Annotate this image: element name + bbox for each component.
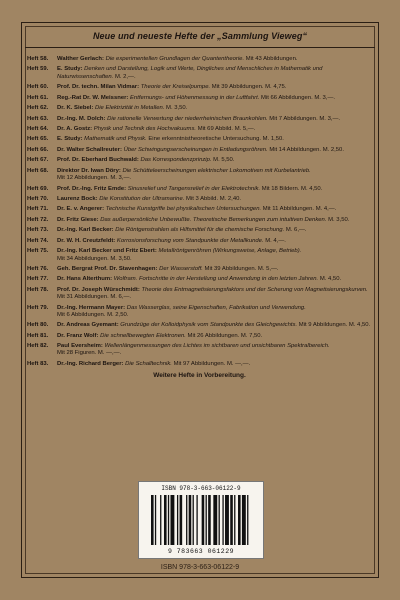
heft-entry	[27, 196, 372, 203]
heft-author: Dr. A. Gostz:	[57, 126, 93, 132]
heft-entry	[27, 126, 372, 133]
heft-author: Reg.-Rat Dr. W. Meissner:	[57, 94, 129, 101]
heft-author: Laurenz Bock:	[57, 196, 98, 202]
heft-description	[57, 105, 372, 112]
heft-price: Mit 6 Abbildungen. M. 2,50.	[57, 311, 129, 318]
barcode-bar	[202, 495, 205, 545]
heft-author: Dr.-Ing. Karl Becker und Fritz Ebert:	[57, 248, 157, 255]
heft-author: Dr. Hans Alterthum:	[57, 276, 113, 283]
heft-number: Heft 74.	[27, 237, 49, 244]
heft-entry	[27, 227, 372, 234]
barcode-bar	[206, 495, 207, 545]
barcode-bar	[177, 495, 178, 545]
barcode-bar	[230, 495, 233, 545]
heft-description	[57, 217, 372, 224]
barcode-bar	[151, 495, 154, 545]
heft-author: Dr.-Ing. Richard Berger:	[57, 360, 124, 367]
heft-author: Geh. Bergrat Prof. Dr. Stavenhagen:	[57, 266, 158, 272]
heft-entry	[27, 147, 372, 154]
heft-number: Heft 67.	[27, 157, 49, 164]
barcode-bar	[186, 495, 187, 545]
heft-price: M. 4,50.	[319, 276, 342, 283]
heft-description	[57, 147, 372, 154]
heft-number: Heft 77.	[27, 276, 49, 283]
barcode-bar	[225, 495, 229, 545]
header-rule	[25, 47, 375, 48]
heft-description	[57, 126, 372, 133]
barcode-bars	[151, 495, 251, 545]
heft-number: Heft 64.	[27, 126, 49, 132]
heft-title: Das Wasserglas, seine Eigenschaften, Fabrikation und Verwendung.	[126, 304, 306, 311]
heft-title: Grundzüge der Kolloidphysik vom Standpunkte des Gleichgewichts.	[120, 322, 298, 329]
heft-title: Die Schalltechnik.	[125, 360, 172, 367]
heft-price: M. 4,—.	[265, 237, 286, 244]
heft-title: Metallröntgenröhren (Wirkungsweise, Anlage, Betrieb).	[158, 248, 302, 255]
heft-description	[57, 196, 372, 203]
heft-entry	[27, 322, 372, 329]
heft-entry	[27, 56, 372, 63]
heft-number: Heft 75.	[27, 248, 49, 255]
heft-price: M. 2,—.	[114, 73, 136, 80]
heft-author: Dr.-Ing. Karl Becker:	[57, 227, 114, 234]
heft-title: Die Elektrizität in Metallen.	[94, 105, 165, 112]
heft-title: Denken und Darstellung, Logik und Werte, Dingliches und Menschliches in Mathematik und Naturwissenschaften.	[57, 66, 323, 80]
heft-price: Mit 3 Abbild. M. 2,40.	[186, 196, 242, 202]
heft-number: Heft 68.	[27, 167, 49, 174]
barcode-bar	[222, 495, 223, 545]
barcode-bar	[168, 495, 169, 545]
barcode-bar	[238, 495, 241, 545]
heft-number: Heft 82.	[27, 343, 49, 350]
heft-author: E. Study:	[57, 66, 83, 73]
heft-number: Heft 73.	[27, 227, 49, 234]
series-header: Neue und neueste Hefte der „Sammlung Vieweg“	[92, 31, 308, 41]
heft-author: E. Study:	[57, 136, 83, 143]
heft-price: Mit 69 Abbild. M. 5,—.	[197, 126, 256, 132]
heft-author: Prof. Dr.-Ing. Fritz Emde:	[57, 185, 127, 192]
heft-description	[57, 248, 372, 262]
heft-price: Mit 43 Abbildungen.	[245, 56, 298, 62]
heft-description	[57, 343, 372, 357]
heft-number: Heft 69.	[27, 185, 49, 192]
heft-entry	[27, 95, 372, 102]
heft-price: Mit 31 Abbildungen. M. 6,—.	[57, 294, 132, 301]
heft-title: Technische Kunstgriffe bei physikalischen Untersuchungen.	[105, 206, 262, 213]
heft-title: Das außerpersönliche Unbewußte. Theoretische Bemerkungen zum intuitiven Denken.	[100, 216, 327, 223]
heft-description	[57, 136, 372, 143]
heft-number: Heft 80.	[27, 322, 49, 329]
heft-description	[57, 276, 372, 283]
heft-entry	[27, 66, 372, 80]
heft-number: Heft 72.	[27, 216, 49, 223]
heft-title: Mathematik und Physik.	[84, 136, 147, 143]
footer-note: Weitere Hefte in Vorbereitung.	[153, 371, 246, 379]
heft-entry	[27, 305, 372, 319]
heft-title: Die rationelle Verwertung der niederrheinischen Braunkohlen.	[107, 115, 268, 122]
heft-author: Dr. E. v. Angerer:	[57, 206, 105, 213]
heft-title: Theorie des Entmagnetisierungsfaktors und der Scherung von Magnetisierungskurven.	[141, 286, 368, 293]
barcode-isbn-label: ISBN 978-3-663-06122-9	[161, 485, 241, 492]
heft-author: Walther Gerlach:	[57, 56, 104, 62]
heft-entry	[27, 217, 372, 224]
heft-entry	[27, 238, 372, 245]
heft-author: Direktor Dr. Iwan Döry:	[57, 167, 121, 174]
barcode-bar	[234, 495, 235, 545]
heft-entry	[27, 276, 372, 283]
heft-entry	[27, 168, 372, 182]
heft-number: Heft 59.	[27, 66, 49, 73]
heft-number: Heft 63.	[27, 115, 49, 122]
heft-title: Die Konstitution der Ultramarine.	[99, 196, 185, 202]
heft-entry	[27, 136, 372, 143]
heft-author: Dr.-Ing. Hermann Mayer:	[57, 304, 126, 311]
barcode-bar	[155, 495, 156, 545]
heft-price: Eine erkenntnistheoretische Untersuchung. M. 1,50.	[148, 136, 284, 143]
heft-description	[57, 95, 372, 102]
heft-author: Dr. Franz Wolf:	[57, 332, 99, 339]
heft-entry	[27, 248, 372, 262]
heft-description	[57, 305, 372, 319]
heft-title: Physik und Technik des Hochvakuums.	[93, 126, 197, 132]
heft-description	[57, 238, 372, 245]
heft-entry	[27, 361, 372, 368]
heft-description	[57, 287, 372, 301]
heft-author: Prof. Dr. techn. Milan Vidmar:	[57, 84, 140, 91]
barcode-bar	[247, 495, 248, 545]
heft-author: Dr. Walter Schallreuter:	[57, 146, 122, 153]
heft-entry	[27, 343, 372, 357]
heft-author: Dr. Andreas Gyemant:	[57, 322, 119, 329]
heft-number: Heft 83.	[27, 360, 49, 367]
heft-entry	[27, 157, 372, 164]
heft-price: M. 6,—.	[285, 227, 307, 234]
barcode-bar	[193, 495, 194, 545]
heft-title: Die Röntgenstrahlen als Hilfsmittel für die chemische Forschung.	[115, 227, 285, 234]
heft-number: Heft 61.	[27, 94, 49, 101]
heft-description	[57, 56, 372, 63]
heft-description	[57, 266, 372, 273]
heft-price: Mit 34 Abbildungen. M. 3,50.	[57, 255, 132, 262]
heft-title: Theorie der Kreiselpumpe.	[140, 84, 211, 91]
heft-entry	[27, 333, 372, 340]
barcode-bar	[242, 495, 246, 545]
heft-number: Heft 76.	[27, 266, 49, 272]
heft-description	[57, 227, 372, 234]
barcode-bar	[170, 495, 174, 545]
heft-number: Heft 62.	[27, 105, 49, 112]
heft-number: Heft 70.	[27, 196, 49, 202]
heft-entry	[27, 84, 372, 91]
heft-number: Heft 65.	[27, 136, 49, 143]
barcode-bar	[160, 495, 161, 545]
barcode-bar	[189, 495, 192, 545]
heft-number: Heft 60.	[27, 84, 49, 91]
heft-price: Mit 11 Abbildungen. M. 4,—.	[262, 206, 337, 213]
isbn-text: ISBN 978-3-663-06122-9	[160, 564, 240, 571]
heft-title: Entfernungs- und Höhenmessung in der Luftfahrt.	[130, 94, 260, 101]
heft-title: Der Wasserstoff.	[159, 266, 203, 272]
barcode-bar	[208, 495, 211, 545]
heft-number: Heft 78.	[27, 286, 49, 293]
heft-description	[57, 361, 372, 368]
heft-title: Sinusrelief und Tangensrelief in der Elektrotechnik.	[127, 185, 261, 192]
heft-price: Mit 28 Figuren. M. —,—.	[57, 350, 122, 357]
heft-price: Mit 39 Abbildungen. M. 4,75.	[211, 84, 287, 91]
heft-title: Wellenlängenmessungen des Lichtes im sichtbaren und unsichtbaren Spektralbereich.	[104, 343, 330, 350]
heft-number: Heft 66.	[27, 146, 49, 153]
heft-number: Heft 81.	[27, 332, 49, 339]
heft-price: Mit 7 Abbildungen. M. 3,—.	[269, 115, 341, 122]
heft-description	[57, 84, 372, 91]
heft-description	[57, 66, 372, 80]
heft-description	[57, 168, 372, 182]
heft-description	[57, 206, 372, 213]
heft-author: Prof. Dr. Eberhard Buchwald:	[57, 157, 139, 164]
heft-author: Paul Eversheim:	[57, 343, 103, 350]
heft-description	[57, 333, 372, 340]
heft-title: Die experimentellen Grundlagen der Quantentheorie.	[105, 56, 245, 62]
heft-title: Über Schwingungserscheinungen in Entladungsröhren.	[123, 146, 268, 153]
heft-price: Mit 18 Bildern. M. 4,50.	[261, 185, 323, 192]
heft-number: Heft 71.	[27, 206, 49, 213]
heft-author: Prof. Dr. Joseph Würschmidt:	[57, 286, 140, 293]
heft-description	[57, 322, 372, 329]
heft-number: Heft 79.	[27, 304, 49, 311]
heft-price: Mit 39 Abbildungen. M. 5,—.	[204, 266, 279, 272]
barcode-bar	[164, 495, 167, 545]
heft-price: M. 3,50.	[328, 216, 350, 223]
heft-number: Heft 58.	[27, 56, 49, 62]
barcode-bar	[213, 495, 217, 545]
heft-entry	[27, 287, 372, 301]
barcode	[138, 481, 264, 559]
heft-entry	[27, 266, 372, 273]
heft-title: Korrosionsforschung vom Standpunkte der Metallkunde.	[116, 237, 264, 244]
heft-title: Die Schütteleerscheinungen elektrischer Lokomotiven mit Kurbelantrieb.	[122, 167, 311, 174]
heft-entry	[27, 186, 372, 193]
heft-description	[57, 186, 372, 193]
heft-price: M. 5,50.	[213, 157, 235, 164]
barcode-bar	[219, 495, 220, 545]
heft-price: Mit 12 Abbildungen. M. 3,—.	[57, 175, 132, 182]
heft-entry	[27, 105, 372, 112]
heft-author: Dr.-Ing. M. Dolch:	[57, 115, 106, 122]
heft-author: Dr. K. Siebel:	[57, 105, 94, 112]
barcode-bar	[180, 495, 183, 545]
heft-price: Mit 14 Abbildungen. M. 2,50.	[269, 146, 344, 153]
heft-title: Die schnellbewegten Elektronen.	[100, 332, 186, 339]
heft-description	[57, 157, 372, 164]
heft-price: Mit 9 Abbildungen. M. 4,50.	[298, 322, 371, 329]
heft-entry	[27, 116, 372, 123]
heft-list	[27, 56, 372, 379]
heft-description	[57, 116, 372, 123]
heft-entry	[27, 206, 372, 213]
heft-price: Mit 97 Abbildungen. M. —,—.	[173, 360, 251, 367]
heft-title: Wolfram. Fortschritte in der Herstellung und Anwendung in den letzten Jahren.	[113, 276, 319, 283]
heft-price: Mit 26 Abbildungen. M. 7,50.	[187, 332, 263, 339]
barcode-bar	[196, 495, 197, 545]
heft-price: M. 3,50.	[166, 105, 188, 112]
heft-title: Das Korrespondenzprinzip.	[140, 157, 212, 164]
heft-price: Mit 66 Abbildungen. M. 3,—.	[261, 94, 336, 101]
heft-author: Dr. Fritz Giese:	[57, 216, 99, 223]
heft-author: Dr. W. H. Creutzfeldt:	[57, 237, 116, 244]
barcode-digits: 9 783663 061229	[167, 548, 234, 555]
